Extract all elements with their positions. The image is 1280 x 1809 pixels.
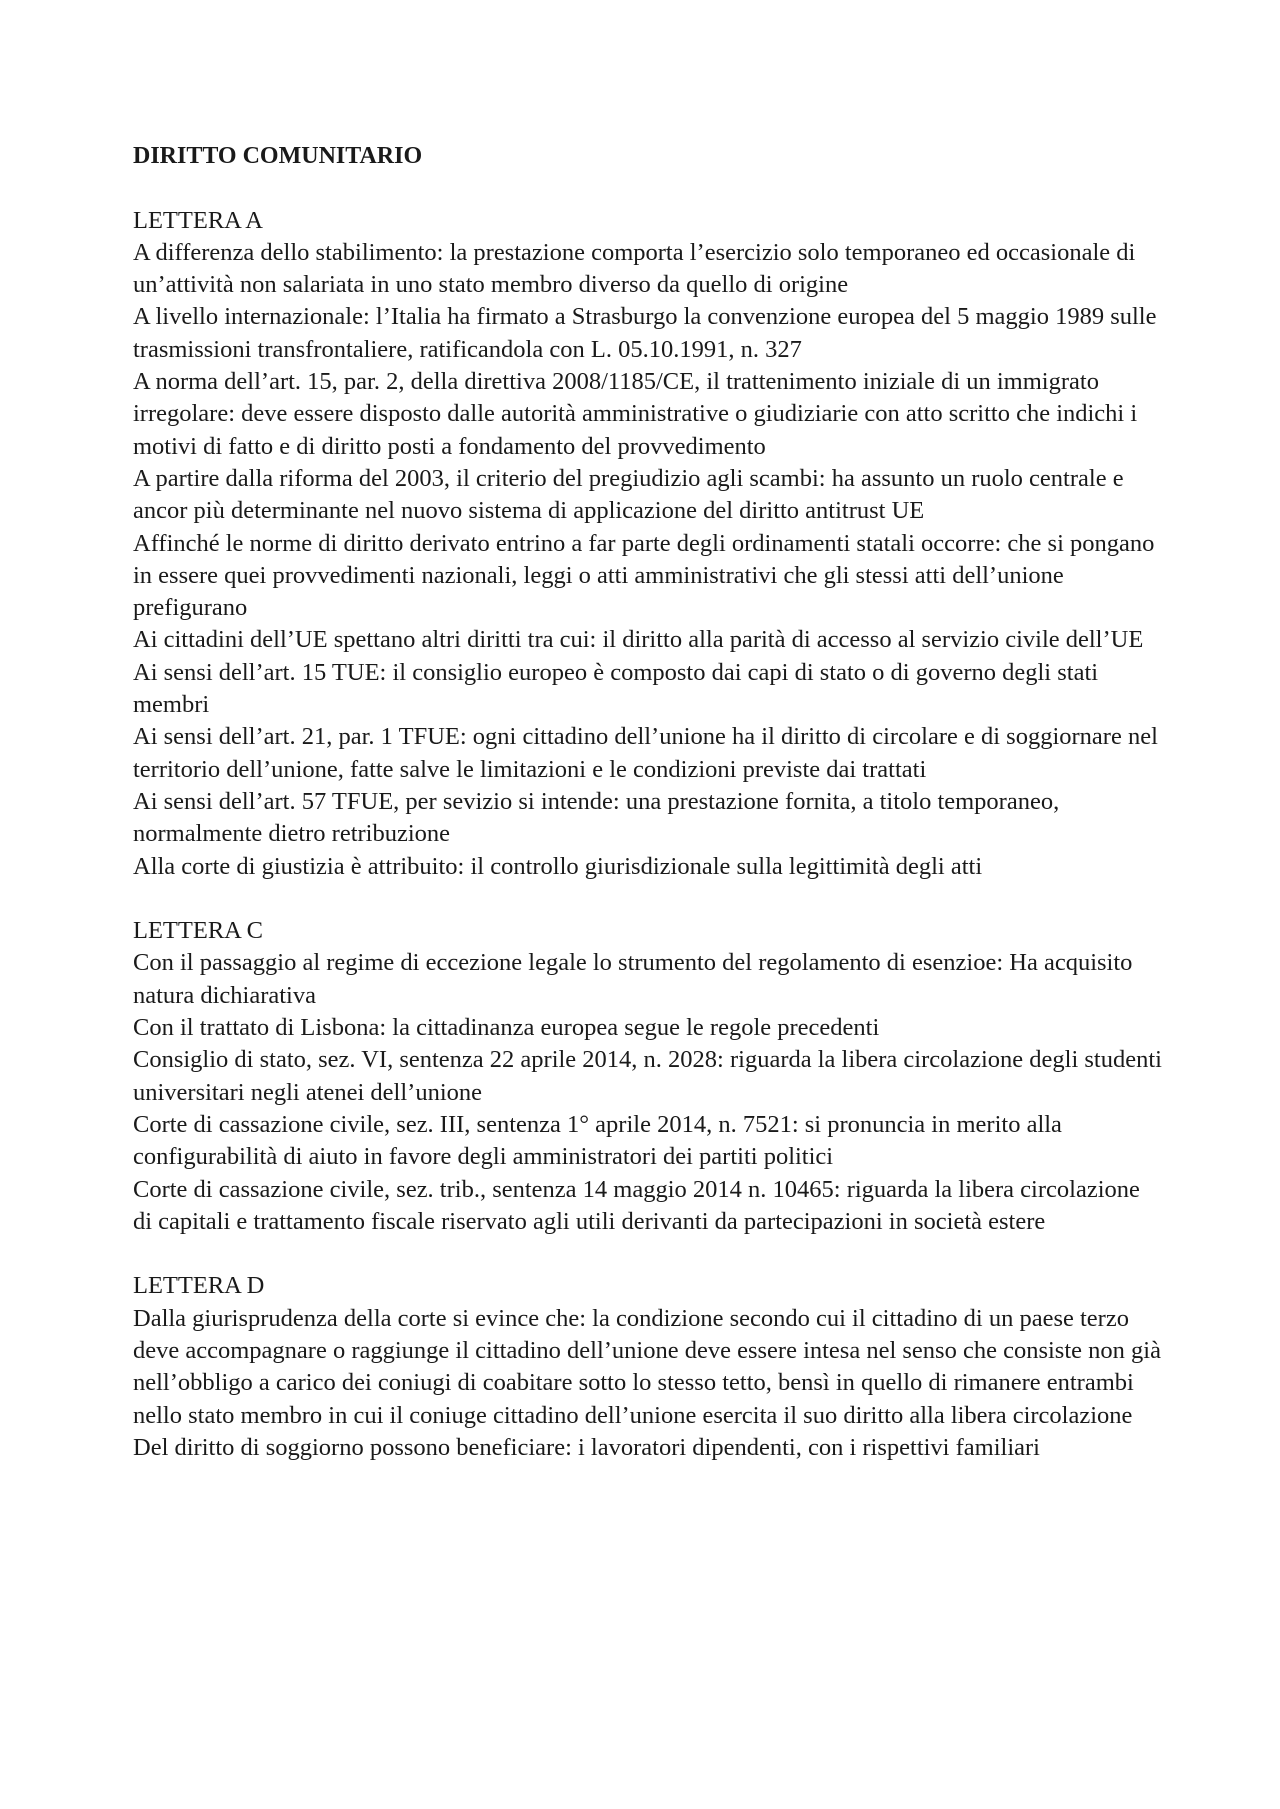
section-heading: LETTERA A (133, 206, 263, 234)
list-item: Dalla giurisprudenza della corte si evince che: la condizione secondo cui il cittadino di un paese terzo deve accompagnare o raggiunge il cittadino dell’unione deve essere intesa nel senso che consiste non già nell’obbligo a carico dei coniugi di coabitare sotto lo stesso tetto, bensì in quello di rimanere entrambi nello stato membro in cui il coniuge cittadino dell’unione esercita il suo diritto alla libera circolazione (133, 1304, 1161, 1429)
document-body (133, 140, 1163, 1464)
list-item: A norma dell’art. 15, par. 2, della direttiva 2008/1185/CE, il trattenimento iniziale di un immigrato irregolare: deve essere disposto dalle autorità amministrative o giudiziarie con atto scritto che indichi i motivi di fatto e di diritto posti a fondamento del provvedimento (133, 368, 1138, 460)
list-item: Consiglio di stato, sez. VI, sentenza 22 aprile 2014, n. 2028: riguarda la libera circolazione degli studenti universitari negli atenei dell’unione (133, 1046, 1162, 1106)
list-item: A livello internazionale: l’Italia ha firmato a Strasburgo la convenzione europea del 5 maggio 1989 sulle trasmissioni transfrontaliere, ratificandola con L. 05.10.1991, n. 327 (133, 303, 1157, 363)
list-item: A differenza dello stabilimento: la prestazione comporta l’esercizio solo temporaneo ed occasionale di un’attività non salariata in uno stato membro diverso da quello di origine (133, 238, 1136, 299)
list-item: Ai sensi dell’art. 57 TFUE, per sevizio si intende: una prestazione fornita, a titolo temporaneo, normalmente dietro retribuzione (133, 787, 1060, 848)
list-item: Ai sensi dell’art. 15 TUE: il consiglio europeo è composto dai capi di stato o di governo degli stati membri (133, 658, 1099, 719)
list-item: Con il trattato di Lisbona: la cittadinanza europea segue le regole precedenti (133, 1014, 880, 1042)
section-lettera-c (133, 915, 1163, 1238)
list-item: Corte di cassazione civile, sez. trib., sentenza 14 maggio 2014 n. 10465: riguarda la libera circolazione di capitali e trattamento fiscale riservato agli utili derivanti da partecipazioni in società estere (133, 1175, 1140, 1235)
list-item: Ai cittadini dell’UE spettano altri diritti tra cui: il diritto alla parità di accesso al servizio civile dell’UE (133, 626, 1144, 654)
list-item: Ai sensi dell’art. 21, par. 1 TFUE: ogni cittadino dell’unione ha il diritto di circolare e di soggiornare nel territorio dell’unione, fatte salve le limitazioni e le condizioni previste dai trattati (133, 723, 1158, 783)
list-item: Con il passaggio al regime di eccezione legale lo strumento del regolamento di esenzioe: Ha acquisito natura dichiarativa (133, 949, 1133, 1009)
section-heading: LETTERA D (133, 1272, 265, 1300)
list-item: Alla corte di giustizia è attribuito: il controllo giurisdizionale sulla legittimità degli atti (133, 852, 983, 880)
list-item: Del diritto di soggiorno possono beneficiare: i lavoratori dipendenti, con i rispettivi familiari (133, 1433, 1040, 1461)
list-item: Corte di cassazione civile, sez. III, sentenza 1° aprile 2014, n. 7521: si pronuncia in merito alla configurabilità di aiuto in favore degli amministratori dei partiti politici (133, 1110, 1062, 1171)
list-item: Affinché le norme di diritto derivato entrino a far parte degli ordinamenti statali occorre: che si pongano in essere quei provvedimenti nazionali, leggi o atti amministrativi che gli stessi atti dell’unione prefigurano (133, 529, 1155, 622)
list-item: A partire dalla riforma del 2003, il criterio del pregiudizio agli scambi: ha assunto un ruolo centrale e ancor più determinante nel nuovo sistema di applicazione del diritto antitrust UE (133, 464, 1124, 525)
section-heading: LETTERA C (133, 917, 263, 945)
document-title: DIRITTO COMUNITARIO (133, 143, 423, 169)
section-lettera-a (133, 205, 1163, 883)
section-lettera-d (133, 1270, 1163, 1464)
